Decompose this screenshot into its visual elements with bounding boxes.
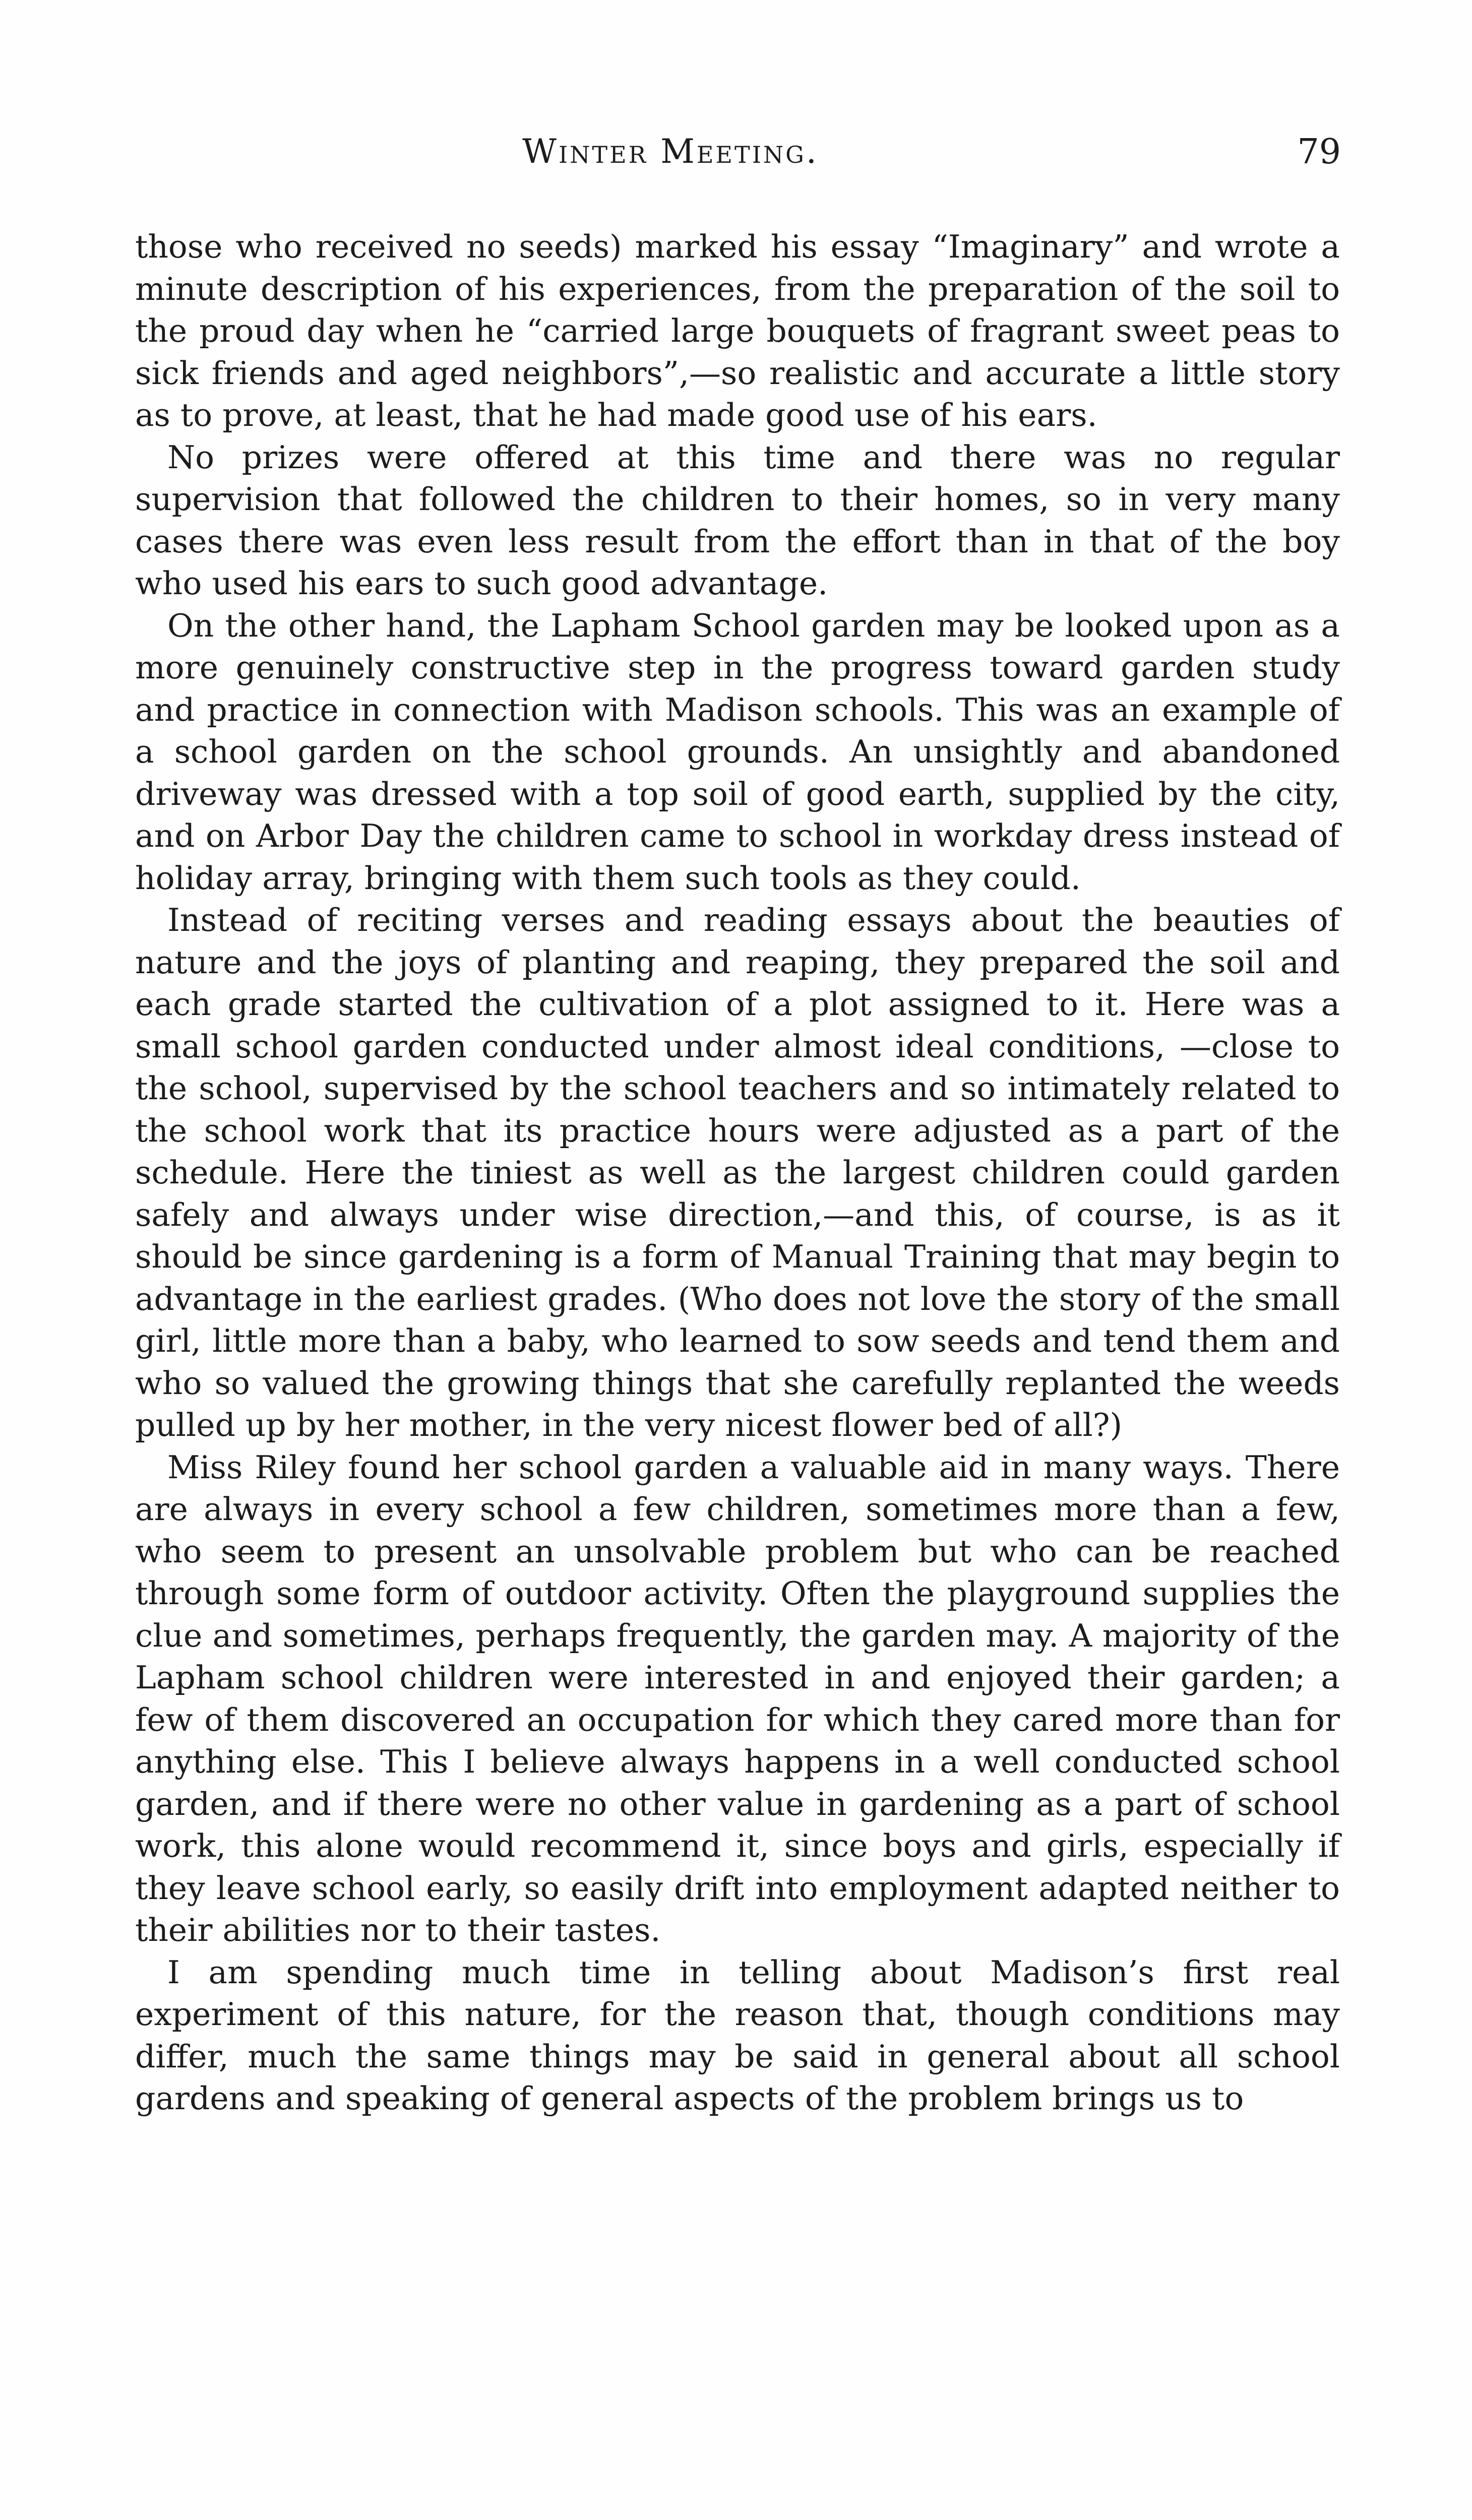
page-header	[131, 132, 1341, 177]
page-number: 79	[1297, 132, 1341, 172]
running-head: Winter Meeting.	[522, 132, 819, 171]
paragraph: Miss Riley found her school garden a valuable aid in many ways. There are always in every school a few children, sometimes more than a few, who seem to present an unsolvable problem but who can be reached through some form of outdoor activity. Often the playground supplies the clue and sometimes, perhaps frequently, the garden may. A majority of the Lapham school children were interested in and enjoyed their garden; a few of them discovered an occupation for which they cared more than for anything else. This I believe always happens in a well conducted school garden, and if there were no other value in gardening as a part of school work, this alone would recommend it, since boys and girls, especially if they leave school early, so easily drift into employment adapted neither to their abilities nor to their tastes.	[135, 1448, 1340, 1948]
paragraph-continued: those who received no seeds) marked his essay “Imaginary” and wrote a minute description of his experiences, from the preparation of the soil to the proud day when he “carried large bouquets of fragrant sweet peas to sick friends and aged neighbors”,—so realistic and accurate a little story as to prove, at least, that he had made good use of his ears.	[135, 228, 1340, 433]
paragraph: Instead of reciting verses and reading essays about the beauties of nature and the joys of planting and reaping, they prepared the soil and each grade started the cultivation of a plot assigned to it. Here was a small school garden conducted under almost ideal conditions, —close to the school, supervised by the school teachers and so intimately related to the school work that its practice hours were adjusted as a part of the schedule. Here the tiniest as well as the largest children could garden safely and always under wise direction,—and this, of course, is as it should be since gardening is a form of Manual Training that may begin to advantage in the earliest grades. (Who does not love the story of the small girl, little more than a baby, who learned to sow seeds and tend them and who so valued the growing things that she carefully replanted the weeds pulled up by her mother, in the very nicest flower bed of all?)	[135, 902, 1340, 1443]
body-text	[135, 226, 1340, 2120]
paragraph: No prizes were offered at this time and there was no regular supervision that followed the children to their homes, so in very many cases there was even less result from the effort than in that of the boy who used his ears to such good advantage.	[135, 438, 1340, 602]
paragraph: I am spending much time in telling about Madison’s first real experiment of this nature, for the reason that, though conditions may differ, much the same things may be said in general about all school gardens and speaking of general aspects of the problem brings us to	[135, 1954, 1340, 2117]
paragraph: On the other hand, the Lapham School garden may be looked upon as a more genuinely constructive step in the progress toward garden study and practice in connection with Madison schools. This was an example of a school garden on the school grounds. An unsightly and abandoned driveway was dressed with a top soil of good earth, supplied by the city, and on Arbor Day the children came to school in workday dress instead of holiday array, bringing with them such tools as they could.	[135, 607, 1340, 897]
